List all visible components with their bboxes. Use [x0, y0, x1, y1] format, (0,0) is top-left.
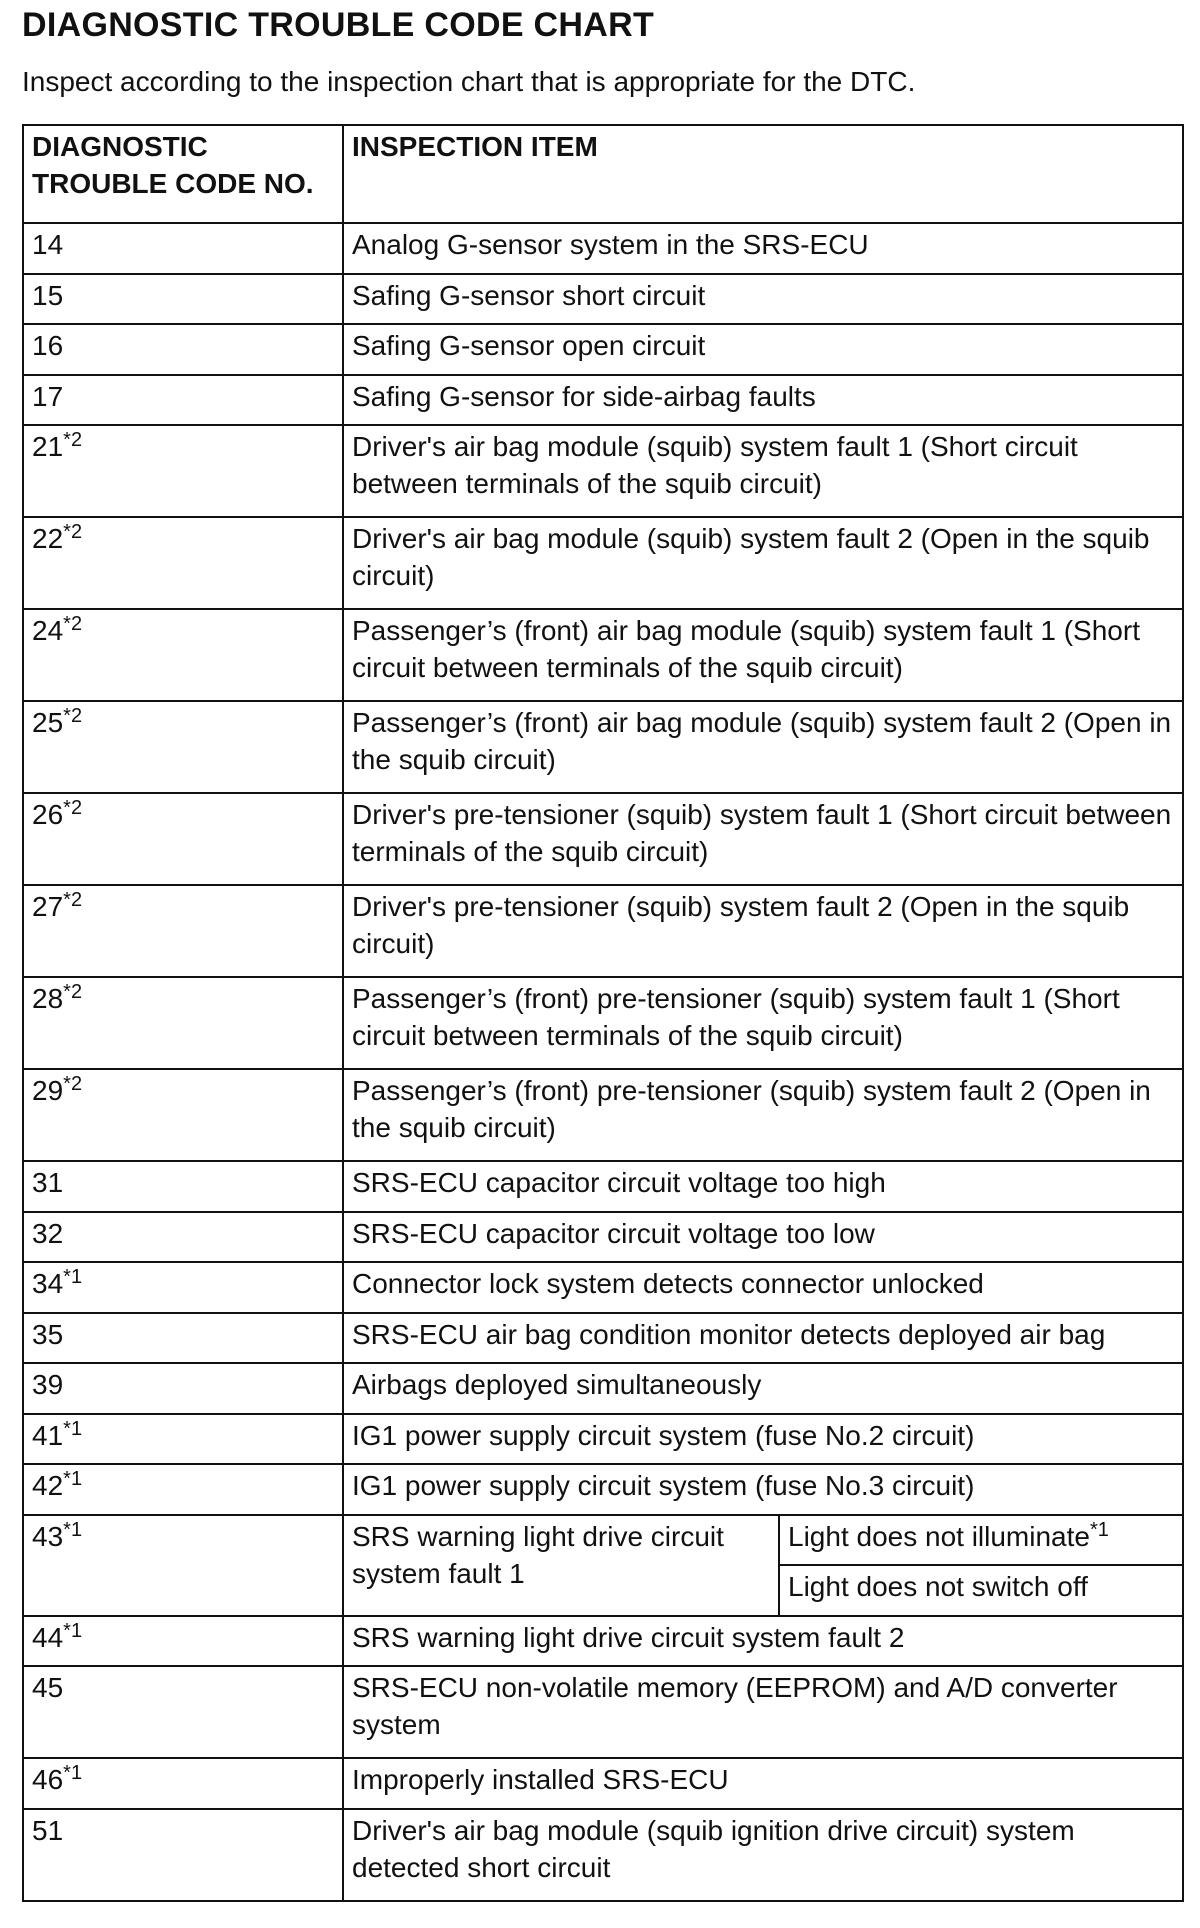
item-cell: Passenger’s (front) pre-tensioner (squib) system fault 2 (Open in the squib circuit) [343, 1069, 1183, 1161]
table-row [23, 425, 1183, 517]
code-cell [23, 1069, 343, 1161]
table-row [23, 1666, 1183, 1758]
code-text: 51 [32, 1814, 64, 1846]
code-cell [23, 223, 343, 274]
item-cell: Driver's air bag module (squib ignition drive circuit) system detected short circuit [343, 1809, 1183, 1901]
code-mark: *1 [63, 1468, 83, 1491]
table-row [23, 1363, 1183, 1414]
table-row [23, 1758, 1183, 1809]
code-cell [23, 1616, 343, 1667]
code-text: 35 [32, 1318, 64, 1350]
table-row [23, 1069, 1183, 1161]
code-mark: *1 [63, 1417, 83, 1440]
table-row [23, 375, 1183, 426]
item-cell: SRS-ECU air bag condition monitor detects deployed air bag [343, 1313, 1183, 1364]
code-text: 29 [32, 1075, 64, 1107]
page-title: DIAGNOSTIC TROUBLE CODE CHART [22, 6, 655, 44]
code-cell [23, 609, 343, 701]
code-cell [23, 1758, 343, 1809]
table-row [23, 1161, 1183, 1212]
code-cell [23, 793, 343, 885]
table-row [23, 517, 1183, 609]
code-cell [23, 701, 343, 793]
code-text: 31 [32, 1167, 64, 1199]
code-mark: *1 [63, 1619, 83, 1642]
item-cell: Safing G-sensor short circuit [343, 274, 1183, 325]
code-cell [23, 1313, 343, 1364]
code-cell [23, 1363, 343, 1414]
item-cell: Safing G-sensor open circuit [343, 324, 1183, 375]
code-cell [23, 1464, 343, 1515]
item-cell: SRS-ECU capacitor circuit voltage too high [343, 1161, 1183, 1212]
code-mark: *2 [63, 429, 83, 451]
code-text: 22 [32, 523, 64, 555]
table-row [23, 1414, 1183, 1465]
item-cell: Driver's air bag module (squib) system fault 1 (Short circuit between terminals of the squib circuit) [343, 425, 1183, 517]
item-cell: Driver's air bag module (squib) system fault 2 (Open in the squib circuit) [343, 517, 1183, 609]
code-mark: *2 [63, 981, 83, 1004]
code-text: 21 [32, 431, 64, 462]
code-text: 14 [32, 229, 64, 260]
code-text: 25 [32, 707, 64, 739]
code-cell [23, 977, 343, 1069]
table-row [23, 1515, 1183, 1566]
code-mark: *2 [63, 797, 83, 820]
table-row [23, 1616, 1183, 1667]
code-text: 39 [32, 1369, 64, 1401]
table-row [23, 1464, 1183, 1515]
code-text: 16 [32, 330, 64, 361]
table-body [23, 1616, 1183, 1901]
dtc-table [22, 124, 1184, 1902]
item-cell: Analog G-sensor system in the SRS-ECU [343, 223, 1183, 274]
code-cell [23, 1212, 343, 1263]
page-intro: Inspect according to the inspection chart that is appropriate for the DTC. [22, 66, 916, 97]
sub-item-mark: *1 [1089, 1518, 1109, 1541]
code-text: 44 [32, 1621, 64, 1653]
code-cell [23, 375, 343, 426]
code-cell [23, 1414, 343, 1465]
code-cell [23, 425, 343, 517]
item-cell: Passenger’s (front) air bag module (squib) system fault 2 (Open in the squib circuit) [343, 701, 1183, 793]
item-cell: SRS-ECU capacitor circuit voltage too low [343, 1212, 1183, 1263]
table-row [23, 701, 1183, 793]
code-cell [23, 1515, 343, 1616]
sub-item-text: Light does not illuminate [788, 1520, 1090, 1552]
table-row [23, 274, 1183, 325]
code-mark: *1 [63, 1518, 83, 1541]
item-cell: Driver's pre-tensioner (squib) system fault 2 (Open in the squib circuit) [343, 885, 1183, 977]
code-cell [23, 885, 343, 977]
table-body [23, 223, 1183, 1515]
code-cell [23, 274, 343, 325]
code-cell [23, 324, 343, 375]
code-text: 17 [32, 380, 64, 412]
code-mark: *2 [63, 889, 83, 912]
code-text: 46 [32, 1764, 64, 1796]
table-row [23, 1262, 1183, 1313]
header-item: INSPECTION ITEM [343, 125, 1183, 223]
item-cell: SRS warning light drive circuit system fault 2 [343, 1616, 1183, 1667]
code-cell [23, 1666, 343, 1758]
code-mark: *2 [63, 1073, 83, 1096]
code-mark: *2 [63, 521, 83, 544]
code-text: 45 [32, 1672, 64, 1704]
item-cell: Passenger’s (front) pre-tensioner (squib) system fault 1 (Short circuit between terminals of the squib circuit) [343, 977, 1183, 1069]
item-cell: Improperly installed SRS-ECU [343, 1758, 1183, 1809]
code-cell [23, 1161, 343, 1212]
sub-item-cell [779, 1515, 1183, 1566]
code-text: 26 [32, 799, 64, 831]
code-text: 32 [32, 1217, 64, 1249]
header-code: DIAGNOSTIC TROUBLE CODE NO. [23, 125, 343, 223]
item-cell: Safing G-sensor for side-airbag faults [343, 375, 1183, 426]
code-mark: *2 [63, 705, 83, 728]
item-cell: IG1 power supply circuit system (fuse No.3 circuit) [343, 1464, 1183, 1515]
code-mark: *1 [63, 1266, 83, 1289]
item-cell: Driver's pre-tensioner (squib) system fault 1 (Short circuit between terminals of the squib circuit) [343, 793, 1183, 885]
table-row [23, 793, 1183, 885]
table-header-row [23, 125, 1183, 223]
table-body-row43 [23, 1515, 1183, 1616]
code-mark: *2 [63, 613, 83, 636]
code-cell [23, 1809, 343, 1901]
code-text: 41 [32, 1419, 64, 1451]
table-row [23, 977, 1183, 1069]
table-row [23, 223, 1183, 274]
code-text: 28 [32, 983, 64, 1015]
table-row [23, 1212, 1183, 1263]
item-cell: SRS warning light drive circuit system fault 1 [343, 1515, 779, 1616]
code-cell [23, 517, 343, 609]
item-cell: Connector lock system detects connector unlocked [343, 1262, 1183, 1313]
table-row [23, 1809, 1183, 1901]
table-row [23, 885, 1183, 977]
item-cell: SRS-ECU non-volatile memory (EEPROM) and A/D converter system [343, 1666, 1183, 1758]
code-text: 43 [32, 1520, 64, 1552]
item-cell: IG1 power supply circuit system (fuse No.2 circuit) [343, 1414, 1183, 1465]
table-row [23, 1313, 1183, 1364]
table-row [23, 324, 1183, 375]
code-text: 27 [32, 891, 64, 923]
item-cell: Airbags deployed simultaneously [343, 1363, 1183, 1414]
code-text: 34 [32, 1268, 64, 1300]
sub-item-cell: Light does not switch off [779, 1565, 1183, 1616]
code-text: 15 [32, 279, 64, 311]
code-cell [23, 1262, 343, 1313]
item-cell: Passenger’s (front) air bag module (squib) system fault 1 (Short circuit between terminals of the squib circuit) [343, 609, 1183, 701]
table-row [23, 609, 1183, 701]
code-text: 24 [32, 615, 64, 647]
code-text: 42 [32, 1470, 64, 1502]
code-mark: *1 [63, 1762, 83, 1785]
